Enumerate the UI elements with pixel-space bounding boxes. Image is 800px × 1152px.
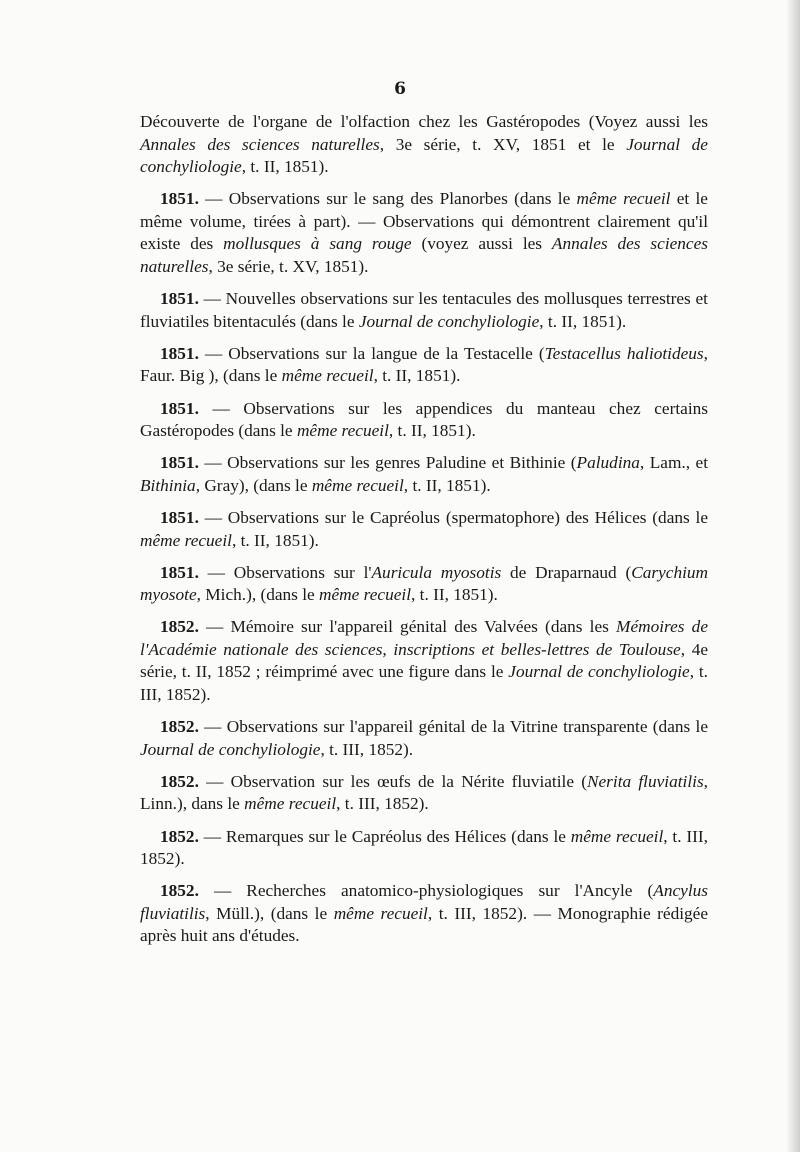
bibliography-entry xyxy=(140,452,708,497)
entry-text: — Mémoire sur l'appareil génital des Valvées (dans les xyxy=(198,617,617,637)
entry-text: , Gray), (dans le xyxy=(195,475,312,495)
entry-text: , Linn.), dans le xyxy=(140,771,708,814)
bibliography-entry xyxy=(140,826,708,871)
entry-italic-text: même recueil xyxy=(296,421,389,441)
entry-text: — Observation sur les œufs de la Nérite fluviatile ( xyxy=(198,771,587,791)
bibliography-entry xyxy=(140,562,708,607)
entry-text: , t. II, 1851). xyxy=(241,157,329,177)
entry-text: , t. II, 1851). xyxy=(539,311,627,331)
page-number: 6 xyxy=(394,79,406,99)
entry-text: de Draparnaud ( xyxy=(501,562,632,582)
bibliography-entry xyxy=(140,507,708,552)
entry-text: , t. II, 1851). xyxy=(403,475,491,495)
entry-text: , t. II, 1851). xyxy=(388,421,476,441)
entry-italic-text: Journal de conchyliologie xyxy=(358,311,540,331)
entry-year: 1851. xyxy=(160,562,199,582)
entry-text: , t. II, 1851). xyxy=(411,585,498,605)
bibliography-entry xyxy=(140,398,708,443)
entry-italic-text: Carychium myosote xyxy=(140,562,709,605)
entry-text: — Observations sur les genres Paludine et Bithinie ( xyxy=(198,453,577,473)
entry-italic-text: même recueil xyxy=(140,530,232,550)
entry-text: , 4e série, t. II, 1852 ; réimprimé avec une figure dans le xyxy=(140,639,709,682)
entry-text: , t. III, 1852). xyxy=(336,794,429,814)
entry-year: 1851. xyxy=(160,289,199,309)
entry-italic-text: même recueil xyxy=(319,585,411,605)
entry-text: — Remarques sur le Capréolus des Hélices (dans le xyxy=(198,826,571,846)
entry-text: , 3e série, t. XV, 1851). xyxy=(208,257,369,277)
entry-text: , Lam., et xyxy=(639,453,708,473)
entry-italic-text: Annales des sciences naturelles xyxy=(140,234,708,277)
entry-text: , t. II, 1851). xyxy=(373,366,461,386)
entry-year: 1851. xyxy=(160,507,199,527)
bibliography-entry xyxy=(140,343,708,388)
bibliography-entry xyxy=(140,616,708,706)
entry-text: — Nouvelles observations sur les tentacules des mollusques terrestres et fluviatiles bitentaculés (dans le xyxy=(140,289,708,331)
entry-text: — Observations sur l' xyxy=(198,562,372,582)
entry-italic-text: Annales des sciences naturelles xyxy=(140,134,380,154)
entry-text: — Observations sur le sang des Planorbes (dans le xyxy=(198,189,577,209)
entry-italic-text: Auricula myosotis xyxy=(371,562,502,582)
entry-italic-text: Journal de conchyliologie xyxy=(508,662,690,682)
entry-text: , Mich.), (dans le xyxy=(196,585,320,605)
entry-text: , t. III, 1852). xyxy=(320,739,414,759)
bibliography-entry xyxy=(140,716,708,761)
entry-text: — Observations sur le Capréolus (spermatophore) des Hélices (dans le xyxy=(198,507,708,527)
entry-italic-text: même recueil xyxy=(333,903,428,923)
entry-text: , t. III, 1852). — Monographie rédigée après huit ans d'études. xyxy=(140,903,709,946)
entry-year: 1852. xyxy=(160,771,199,791)
entry-italic-text: même recueil xyxy=(281,366,374,386)
entry-text: — Recherches anatomico-physiologiques sur l'Ancyle ( xyxy=(198,881,654,901)
entry-text: , Müll.), (dans le xyxy=(205,903,334,923)
bibliography-entry xyxy=(140,188,708,278)
entry-text: , t. III, 1852). xyxy=(140,662,708,705)
entry-italic-text: Journal de conchyliologie xyxy=(140,739,321,759)
bibliography-entry xyxy=(140,771,708,816)
entry-italic-text: Testacellus haliotideus xyxy=(544,343,704,363)
entry-italic-text: même recueil xyxy=(576,189,671,209)
entry-year: 1851. xyxy=(160,343,199,363)
entry-text: (voyez aussi les xyxy=(411,234,552,254)
entry-italic-text: Journal de conchyliologie xyxy=(140,134,708,177)
bibliography-entry xyxy=(140,111,708,179)
entry-text: — Observations sur l'appareil génital de la Vitrine transparente (dans le xyxy=(198,717,708,737)
entry-italic-text: même recueil xyxy=(570,826,664,846)
entry-text: , Faur. Big ), (dans le xyxy=(140,343,708,386)
entry-year: 1851. xyxy=(160,453,199,473)
entry-year: 1851. xyxy=(160,398,199,418)
entry-text: , t. II, 1851). xyxy=(231,530,319,550)
entry-text: — Observations sur la langue de la Testacelle ( xyxy=(198,343,545,363)
entry-year: 1852. xyxy=(160,826,199,846)
entry-text: et le même volume, tirées à part). — Observations qui démontrent clairement qu'il existe des xyxy=(140,189,708,254)
entry-italic-text: même recueil xyxy=(311,475,404,495)
bibliography-text xyxy=(140,111,708,958)
entry-year: 1852. xyxy=(160,617,199,637)
entry-italic-text: Ancylus fluviatilis xyxy=(140,881,708,923)
entry-italic-text: Paludina xyxy=(576,453,640,473)
bibliography-entry xyxy=(140,880,708,948)
entry-italic-text: même recueil xyxy=(244,794,337,814)
entry-italic-text: Bithinia xyxy=(140,475,196,495)
entry-italic-text: mollusques à sang rouge xyxy=(223,234,412,254)
entry-italic-text: Mémoires de l'Académie nationale des sciences, inscriptions et belles-lettres de Toulouse xyxy=(140,617,708,659)
entry-year: 1852. xyxy=(160,717,199,737)
entry-text: — Observations sur les appendices du manteau chez certains Gastéropodes (dans le xyxy=(140,398,708,441)
entry-text: Découverte de l'organe de l'olfaction chez les Gastéropodes (Voyez aussi les xyxy=(140,112,708,131)
entry-italic-text: Nerita fluviatilis xyxy=(586,771,704,791)
bibliography-entry xyxy=(140,288,708,333)
entry-year: 1852. xyxy=(160,881,199,901)
entry-text: , 3e série, t. XV, 1851 et le xyxy=(379,134,627,154)
entry-year: 1851. xyxy=(160,189,199,209)
page-edge-shadow xyxy=(786,0,800,1152)
entry-text: , t. III, 1852). xyxy=(140,826,708,869)
